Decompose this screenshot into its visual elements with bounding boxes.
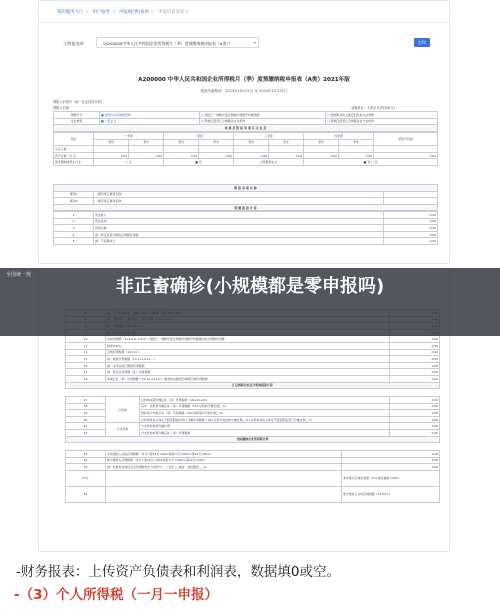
row-number: 15 (66, 369, 106, 376)
cell-input[interactable] (94, 146, 129, 153)
radio-option[interactable]: ■ 是 □ 否 (304, 159, 438, 166)
row-label: 从业人数 (54, 146, 94, 153)
small-micro-label: 小型微利企业 (234, 159, 304, 166)
form-select-value: 《A200000中华人民共和国企业所得税月（季）度预缴纳税申报表（A类）》 (101, 41, 233, 46)
amount-unit: 金额单位：人民币元(列至角分) (351, 106, 395, 110)
cell-input[interactable]: 0.00 (390, 416, 440, 423)
cell-input[interactable]: （填写特定事项名称） (94, 198, 384, 205)
breadcrumb (57, 9, 189, 15)
prepay-table (53, 111, 438, 132)
section-heading: 预 缴 税 款 计 算 (54, 204, 438, 211)
row-number: 25 (66, 464, 106, 471)
section-row (66, 436, 440, 443)
quarter-info-table (53, 132, 438, 166)
cell-input[interactable]: 0.00 (390, 375, 440, 382)
radio-option[interactable]: □ 跨地区经营汇总纳税企业分支机构 (326, 118, 438, 125)
row-number: 22 (66, 429, 106, 436)
cell-input[interactable]: 0.00 (94, 152, 129, 159)
row-label: 企业类型 (54, 118, 100, 125)
cell-input[interactable] (129, 146, 164, 153)
section-row (66, 382, 440, 389)
section-heading: 附 报 事 项 名 称 (54, 185, 438, 192)
column-subheader: 季末 (199, 139, 234, 146)
column-subheader: 季初 (234, 139, 269, 146)
cell-input[interactable]: 0.00 (199, 152, 234, 159)
title-banner (0, 268, 500, 336)
row-label: 资产总额（万元） (54, 152, 94, 159)
group-label: 总机构 (106, 397, 140, 423)
branch-table (65, 396, 440, 443)
column-subheader: 季初 (164, 139, 199, 146)
group-label: 分支机构 (106, 423, 140, 436)
row-label: 营业成本 (94, 218, 384, 225)
breadcrumb-separator-icon: > (112, 10, 116, 15)
table-row (66, 375, 440, 382)
column-subheader: 季末 (269, 139, 304, 146)
table-row (66, 486, 440, 502)
declaration-title: A200000 中华人民共和国企业所得税月（季）度预缴纳税申报表（A类）2021年版 (138, 77, 350, 83)
cell-input[interactable]: 0.00 (390, 397, 440, 404)
cell-input[interactable] (234, 146, 269, 153)
row-label (106, 486, 342, 502)
column-subheader: 季末 (339, 139, 374, 146)
row-number: 21 (66, 423, 106, 430)
row-label: 减：不征税收入 (94, 238, 384, 245)
column-subheader: 季末 (129, 139, 164, 146)
row-label: 财政集中分配应补（退）所得税额（16×财政集中分配比例__%） (140, 410, 390, 417)
table-row (54, 112, 438, 119)
cell-input[interactable]: 0.00 (304, 152, 339, 159)
column-subheader: 季初 (94, 139, 129, 146)
row-label: 事项2 (54, 198, 94, 205)
row-label: 税率(25%) (106, 342, 390, 349)
cell-input[interactable]: 0.00 (269, 152, 304, 159)
cell-input[interactable]: 0.00 (384, 218, 438, 225)
radio-option[interactable]: ■ 否 (164, 159, 234, 166)
row-label: 总机构本期分摊应补（退）所得税额（18+19+20） (140, 397, 390, 404)
cell-input[interactable] (199, 146, 234, 153)
cell-value: 0.00 (374, 152, 438, 159)
table-row (54, 212, 438, 219)
cell-input[interactable] (164, 146, 199, 153)
row-label: 中央级收入实际应纳税额（本行=第16行×60%或第17行×60%+第22行×60%） (106, 451, 342, 458)
section-row (54, 125, 438, 132)
row-label (106, 470, 342, 486)
table-row (66, 464, 440, 471)
chevron-down-icon: ▾ (253, 40, 256, 45)
row-label: 项目 (54, 133, 94, 146)
row-label: 事项1 (54, 191, 94, 198)
radio-option[interactable]: ■ 一般企业 (100, 118, 200, 125)
form-select-label: 主附报表单 (63, 41, 84, 46)
radio-option[interactable]: □ 跨地区经营汇总纳税企业总机构 (200, 118, 326, 125)
section-heading: 实际缴纳企业所得税计算 (66, 436, 440, 443)
breadcrumb-current: 申报信息表显示 (158, 10, 189, 15)
header-divider (39, 22, 449, 23)
row-label: 减：本年实际已缴纳所得税额 (106, 362, 390, 369)
cell-input[interactable]: 0.00 (234, 152, 269, 159)
row-number: 3 (54, 225, 94, 232)
cell-input[interactable]: 0.00 (390, 349, 440, 356)
row-number: 1 (54, 212, 94, 219)
cell-input[interactable]: 0.00 (342, 464, 440, 471)
row-label: 国家限制或禁止行业 (54, 159, 94, 166)
cell-input[interactable]: 0.00 (390, 423, 440, 430)
row-number: 23.1 (66, 470, 106, 486)
row-number: 24 (66, 486, 106, 502)
row-label: 总机构具有主体生产经营职能的部门分摊所得税额（16×全部分支机构分摊比例__%×总机构具有主体生产经营职能部门分摊比例__%） (140, 416, 390, 423)
table-row (66, 470, 440, 486)
banner-tag: 全国统一规 (6, 272, 32, 278)
row-label: 其中：总机构分摊应补（退）所得税额（16×总机构分摊比例__%） (140, 403, 390, 410)
row-number: 18 (66, 403, 106, 410)
declaration-period: 税款所属期间：2024年10月01日 至 2024年12月31日 (200, 89, 288, 93)
row-label: 减：减免所得税额（13.1+13.2+…） (106, 356, 390, 363)
note-financial-statements: -财务报表：上传资产负债表和利润表，数据填0或空。 (16, 564, 340, 580)
cell-input[interactable]: 0.00 (384, 231, 438, 238)
table-row (66, 336, 440, 343)
radio-option[interactable]: □ 是 (94, 159, 164, 166)
cell-input[interactable]: 0.00 (390, 403, 440, 410)
table-row (66, 451, 440, 458)
breadcrumb-item[interactable]: 我的服务大厅 (57, 10, 84, 15)
cell-input[interactable]: 0.25 (390, 342, 440, 349)
row-number: 16 (66, 375, 106, 382)
table-row (66, 369, 440, 376)
cell-input[interactable]: 本年累计应减免金额（23×减征幅度×40%） (342, 470, 440, 486)
row-number: 20 (66, 416, 106, 423)
table-row (66, 423, 440, 430)
row-label: 加：特定业务计算的应纳税所得额 (94, 231, 384, 238)
cell-input[interactable]: 0.00 (390, 356, 440, 363)
cell-input[interactable] (269, 146, 304, 153)
cell-input[interactable]: 0.00 (129, 152, 164, 159)
row-label: 减：特定业务预缴（征）所得税额 (106, 369, 390, 376)
row-number: 4 (54, 231, 94, 238)
cell-input[interactable]: 0.00 (164, 152, 199, 159)
table-row (54, 146, 438, 153)
table-row (66, 397, 440, 404)
table-row (54, 225, 438, 232)
section-row (54, 185, 438, 192)
row-label: 应纳所得税额（10×11） (106, 349, 390, 356)
local-tax-table (65, 450, 440, 503)
row-label: 分支机构本期分摊比例 (140, 423, 390, 430)
row-label: 预缴方式 (54, 112, 100, 119)
row-number: 12 (66, 349, 106, 356)
row-number: 17 (66, 397, 106, 404)
row-label: 减：民族自治地区企业所得税地方分享部分：□ 免征 □ 减征：减征幅度___% (106, 464, 342, 471)
cell-value (374, 146, 438, 153)
breadcrumb-item[interactable]: 申报税(费)查询 (119, 10, 149, 15)
cell-input[interactable]: 0.00 (384, 225, 438, 232)
cell-input[interactable] (304, 146, 339, 153)
cell-input[interactable]: （填写特定事项名称） (94, 191, 384, 198)
taxpayer-id-label: 纳税人识别号（统一社会信用代码）： (53, 100, 106, 104)
radio-option[interactable]: □ 按照税务机关确定的其他方法预缴 (326, 112, 438, 119)
cell-input[interactable]: 0.00 (339, 152, 374, 159)
column-header: 二季度 (164, 133, 234, 140)
row-label: 实际利润额（3+4-5-6-7-8-9）\ 按照上一纳税年度应纳税所得额平均额确定的应纳税所得额 (106, 336, 390, 343)
row-number: 5 (54, 238, 94, 245)
cell-input[interactable]: 0.00 (390, 362, 440, 369)
section-heading: 优 惠 及 附 报 事 项 有 关 信 息 (54, 125, 438, 132)
article-title: 非正畜确诊(小规模都是零申报吗) (115, 276, 385, 297)
row-number: 11 (66, 342, 106, 349)
table-row (54, 198, 438, 205)
table-row (66, 342, 440, 349)
column-subheader: 季初 (304, 139, 339, 146)
table-row (66, 362, 440, 369)
cell-input[interactable]: 0.00 (390, 369, 440, 376)
radio-option[interactable]: □ 按照上一纳税年度应纳税所得额平均额预缴 (200, 112, 326, 119)
column-header: 四季度 (304, 133, 374, 140)
row-number: 2 (54, 218, 94, 225)
breadcrumb-item[interactable]: 用户服务 (92, 10, 111, 15)
cell-input[interactable] (384, 191, 438, 198)
row-number: 23 (66, 451, 106, 458)
table-row (54, 152, 438, 159)
row-number: 13 (66, 356, 106, 363)
row-label: 本期应补（退）所得税额（12-13-14-15）\ 税务机关确定的本期应纳所得税额 (106, 375, 390, 382)
form-select[interactable] (96, 37, 259, 48)
table-row (66, 356, 440, 363)
cell-input[interactable]: 0.00 (390, 429, 440, 436)
cell-input[interactable]: 0.00 (390, 336, 440, 343)
table-row (54, 118, 438, 125)
row-number: 19 (66, 410, 106, 417)
cell-input[interactable]: 0.00 (390, 410, 440, 417)
taxpayer-name-label: 纳税人名称： (53, 106, 73, 110)
cell-input[interactable] (384, 198, 438, 205)
cell-input[interactable]: 0.00 (342, 451, 440, 458)
breadcrumb-separator-icon: > (85, 10, 90, 15)
cell-input[interactable]: 0.00 (342, 457, 440, 464)
cell-input[interactable] (339, 146, 374, 153)
cell-input[interactable]: 0.00 (384, 212, 438, 219)
table-row (66, 349, 440, 356)
column-header: 三季度 (234, 133, 304, 140)
section-heading: 汇总纳税企业总分机构税款计算 (66, 382, 440, 389)
note-personal-income-tax: -（3）个人所得税（一月一申报） (14, 587, 218, 603)
cell-input[interactable]: 地方级收入实际应纳税额（24-23.1） (342, 486, 440, 502)
table-row (54, 218, 438, 225)
print-button[interactable]: 打印 (414, 38, 430, 47)
row-label: 地方级收入应纳税额（本行=第16行×40%或第17行×40%+第22行×40%） (106, 457, 342, 464)
table-row (66, 457, 440, 464)
radio-option[interactable]: ■ 按照实际利润额预缴 (100, 112, 200, 119)
row-number: 10 (66, 336, 106, 343)
table-row (54, 231, 438, 238)
table-row (54, 191, 438, 198)
cell-input[interactable]: 0.00 (384, 238, 438, 245)
breadcrumb-separator-icon: > (150, 10, 155, 15)
column-header: 一季度 (94, 133, 164, 140)
table-header-row (54, 133, 438, 140)
table-row (54, 159, 438, 166)
section-row (54, 204, 438, 211)
row-number: 14 (66, 362, 106, 369)
declaration-screenshot-top (38, 0, 450, 264)
row-label: 营业收入 (94, 212, 384, 219)
calc-table-top (53, 211, 438, 245)
row-label: 利润总额 (94, 225, 384, 232)
table-row (54, 238, 438, 245)
column-header: 季度平均值 (374, 133, 438, 146)
row-number: 24 (66, 457, 106, 464)
additional-items-table (53, 184, 438, 211)
row-label: 分支机构本期分摊应补（退）所得税额 (140, 429, 390, 436)
